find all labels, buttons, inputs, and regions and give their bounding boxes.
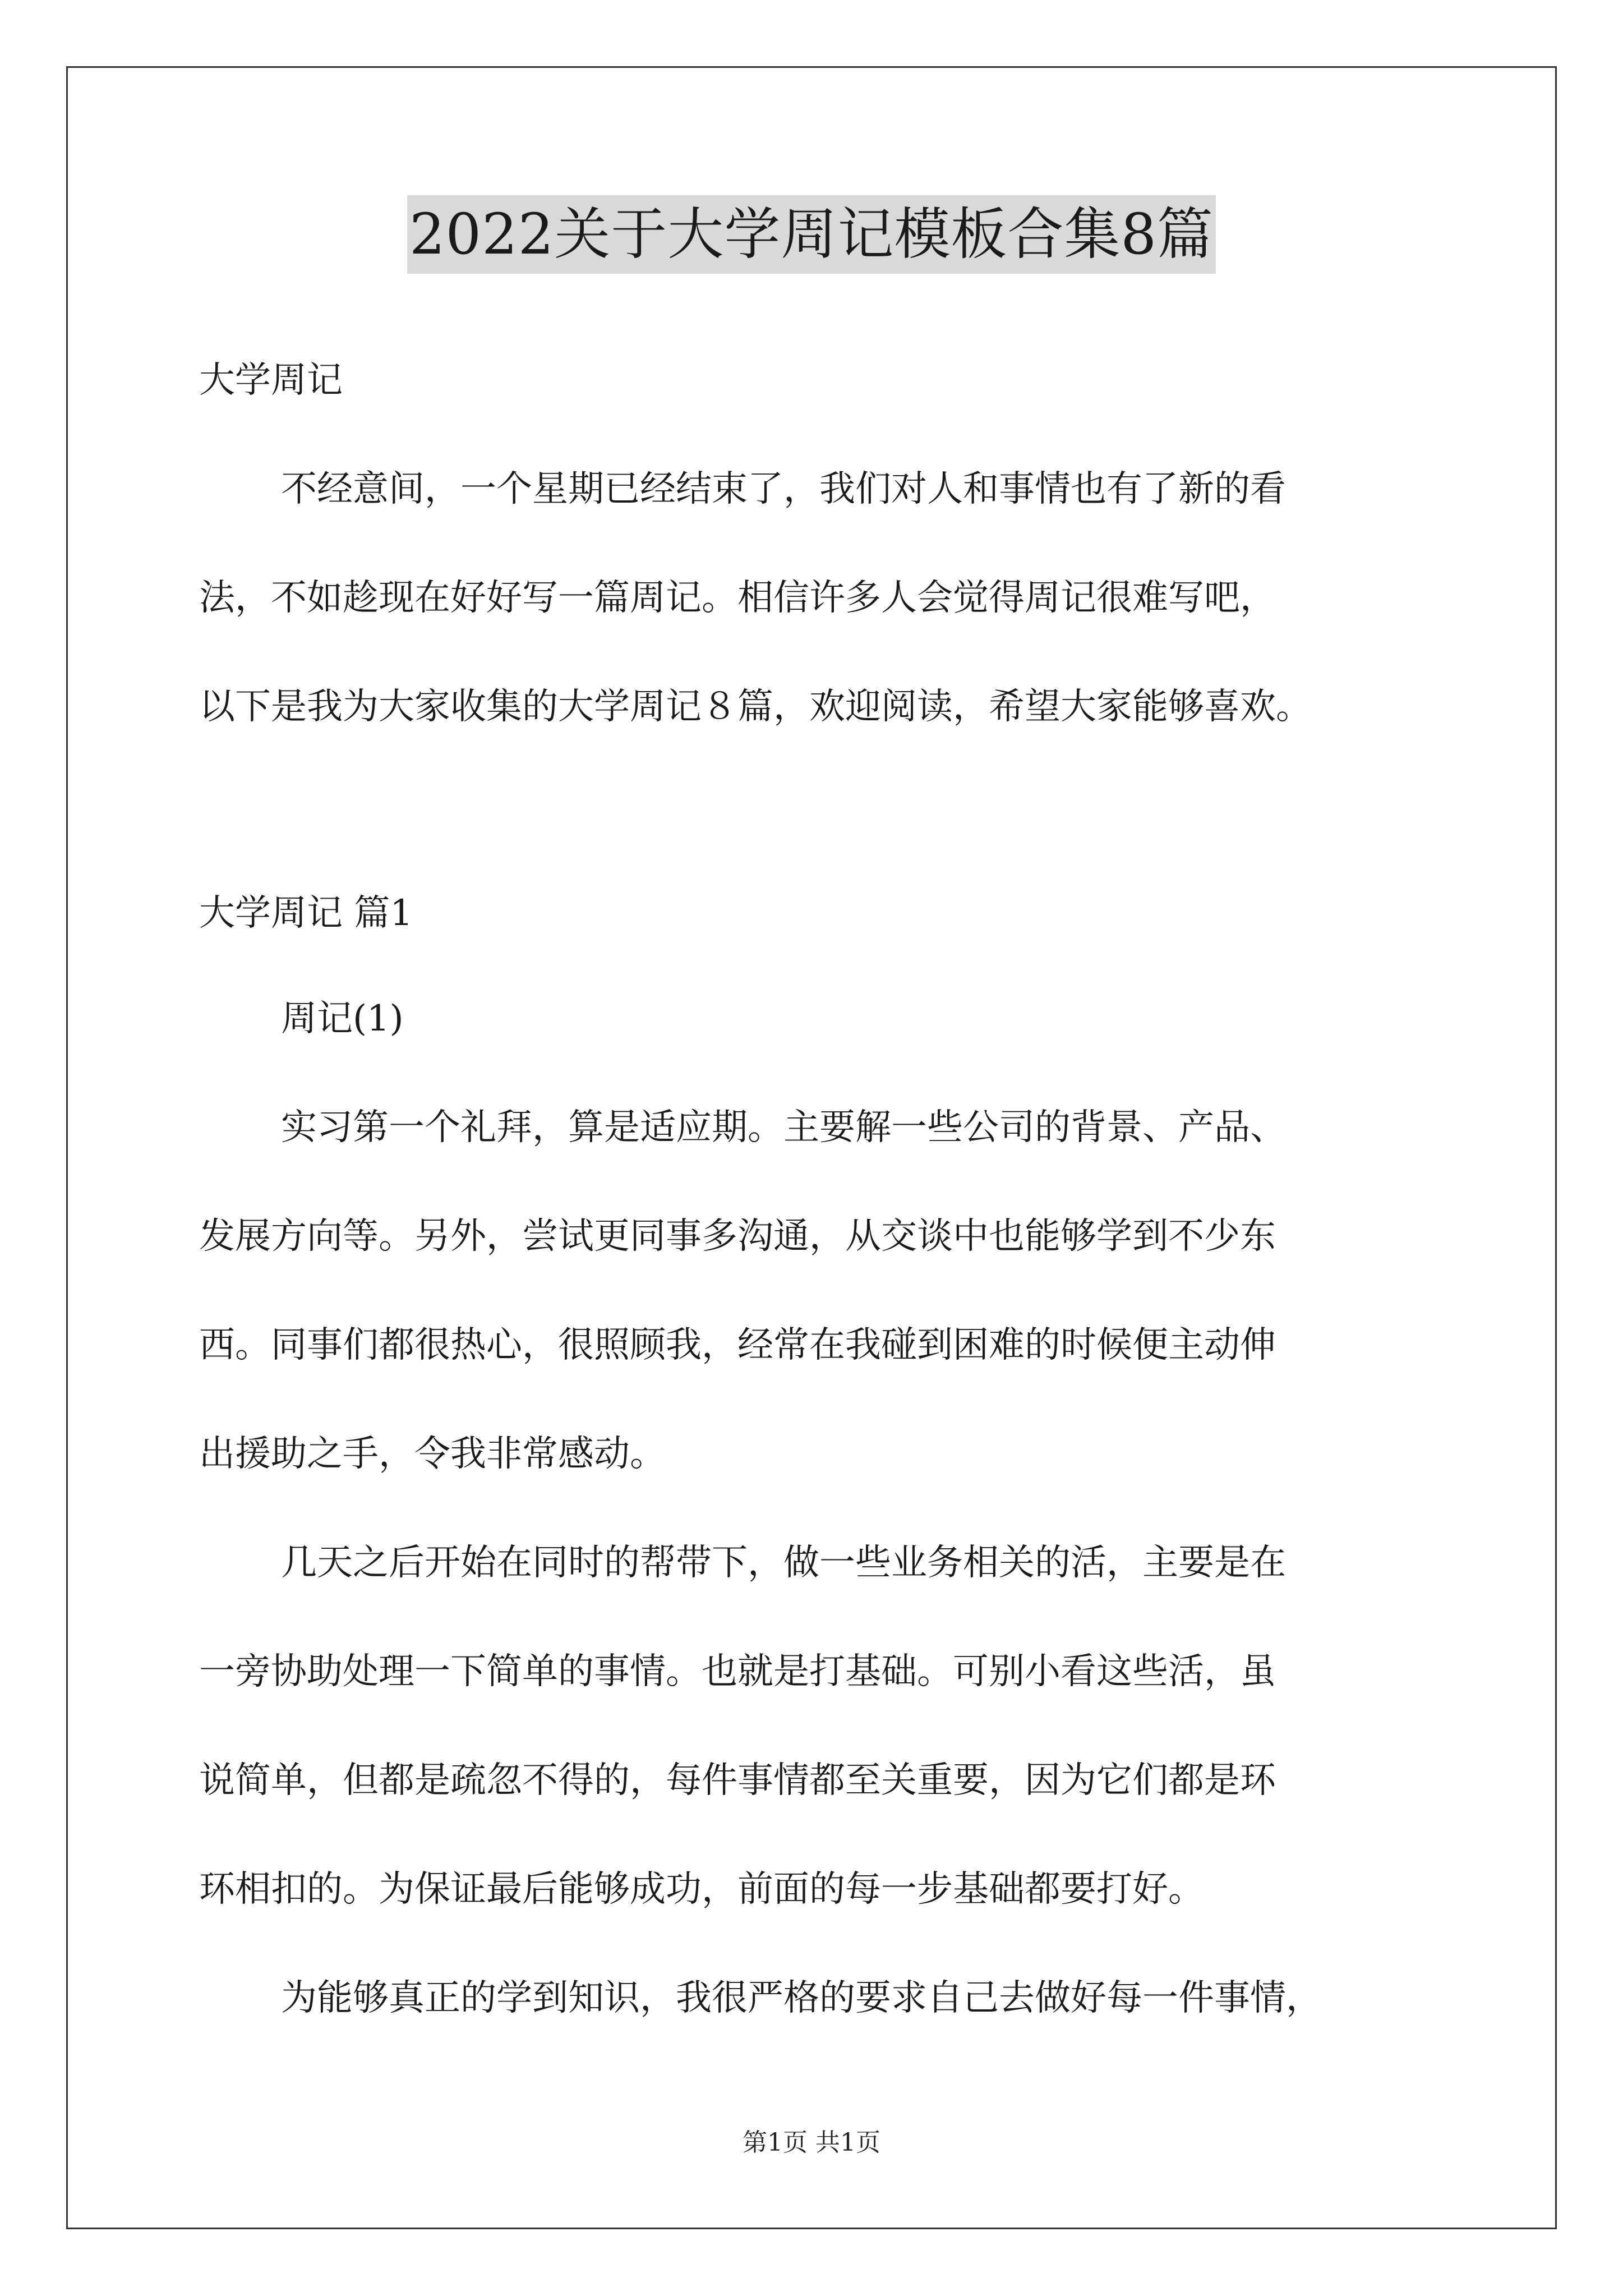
paragraph-line: 发展方向等。另外，尝试更同事多沟通，从交谈中也能够学到不少东	[199, 1216, 1276, 1257]
paragraph-line: 西。同事们都很热心，很照顾我，经常在我碰到困难的时候便主动伸	[199, 1324, 1276, 1366]
paragraph-line: 几天之后开始在同时的帮带下，做一些业务相关的活，主要是在	[281, 1542, 1286, 1584]
paragraph-line: 以下是我为大家收集的大学周记８篇，欢迎阅读，希望大家能够喜欢。	[199, 686, 1312, 728]
paragraph-line: 周记(1)	[281, 998, 404, 1039]
paragraph-line: 环相扣的。为保证最后能够成功，前面的每一步基础都要打好。	[199, 1869, 1204, 1910]
paragraph-line: 出援助之手，令我非常感动。	[199, 1433, 666, 1475]
paragraph-line: 法，不如趁现在好好写一篇周记。相信许多人会觉得周记很难写吧，	[199, 577, 1276, 619]
page-footer: 第1页 共1页	[743, 2128, 880, 2157]
section-heading: 大学周记	[199, 360, 343, 401]
paragraph-line: 实习第一个礼拜，算是适应期。主要解一些公司的背景、产品、	[281, 1107, 1286, 1148]
paragraph-line: 为能够真正的学到知识，我很严格的要求自己去做好每一件事情，	[281, 1977, 1322, 2019]
paragraph-line: 不经意间，一个星期已经结束了，我们对人和事情也有了新的看	[281, 468, 1286, 510]
paragraph-line: 一旁协助处理一下简单的事情。也就是打基础。可别小看这些活，虽	[199, 1651, 1276, 1692]
section-heading: 大学周记 篇1	[199, 892, 413, 934]
title-container	[0, 195, 1623, 274]
document-title: 2022关于大学周记模板合集8篇	[407, 195, 1216, 274]
paragraph-line: 说简单，但都是疏忽不得的，每件事情都至关重要，因为它们都是环	[199, 1760, 1276, 1801]
